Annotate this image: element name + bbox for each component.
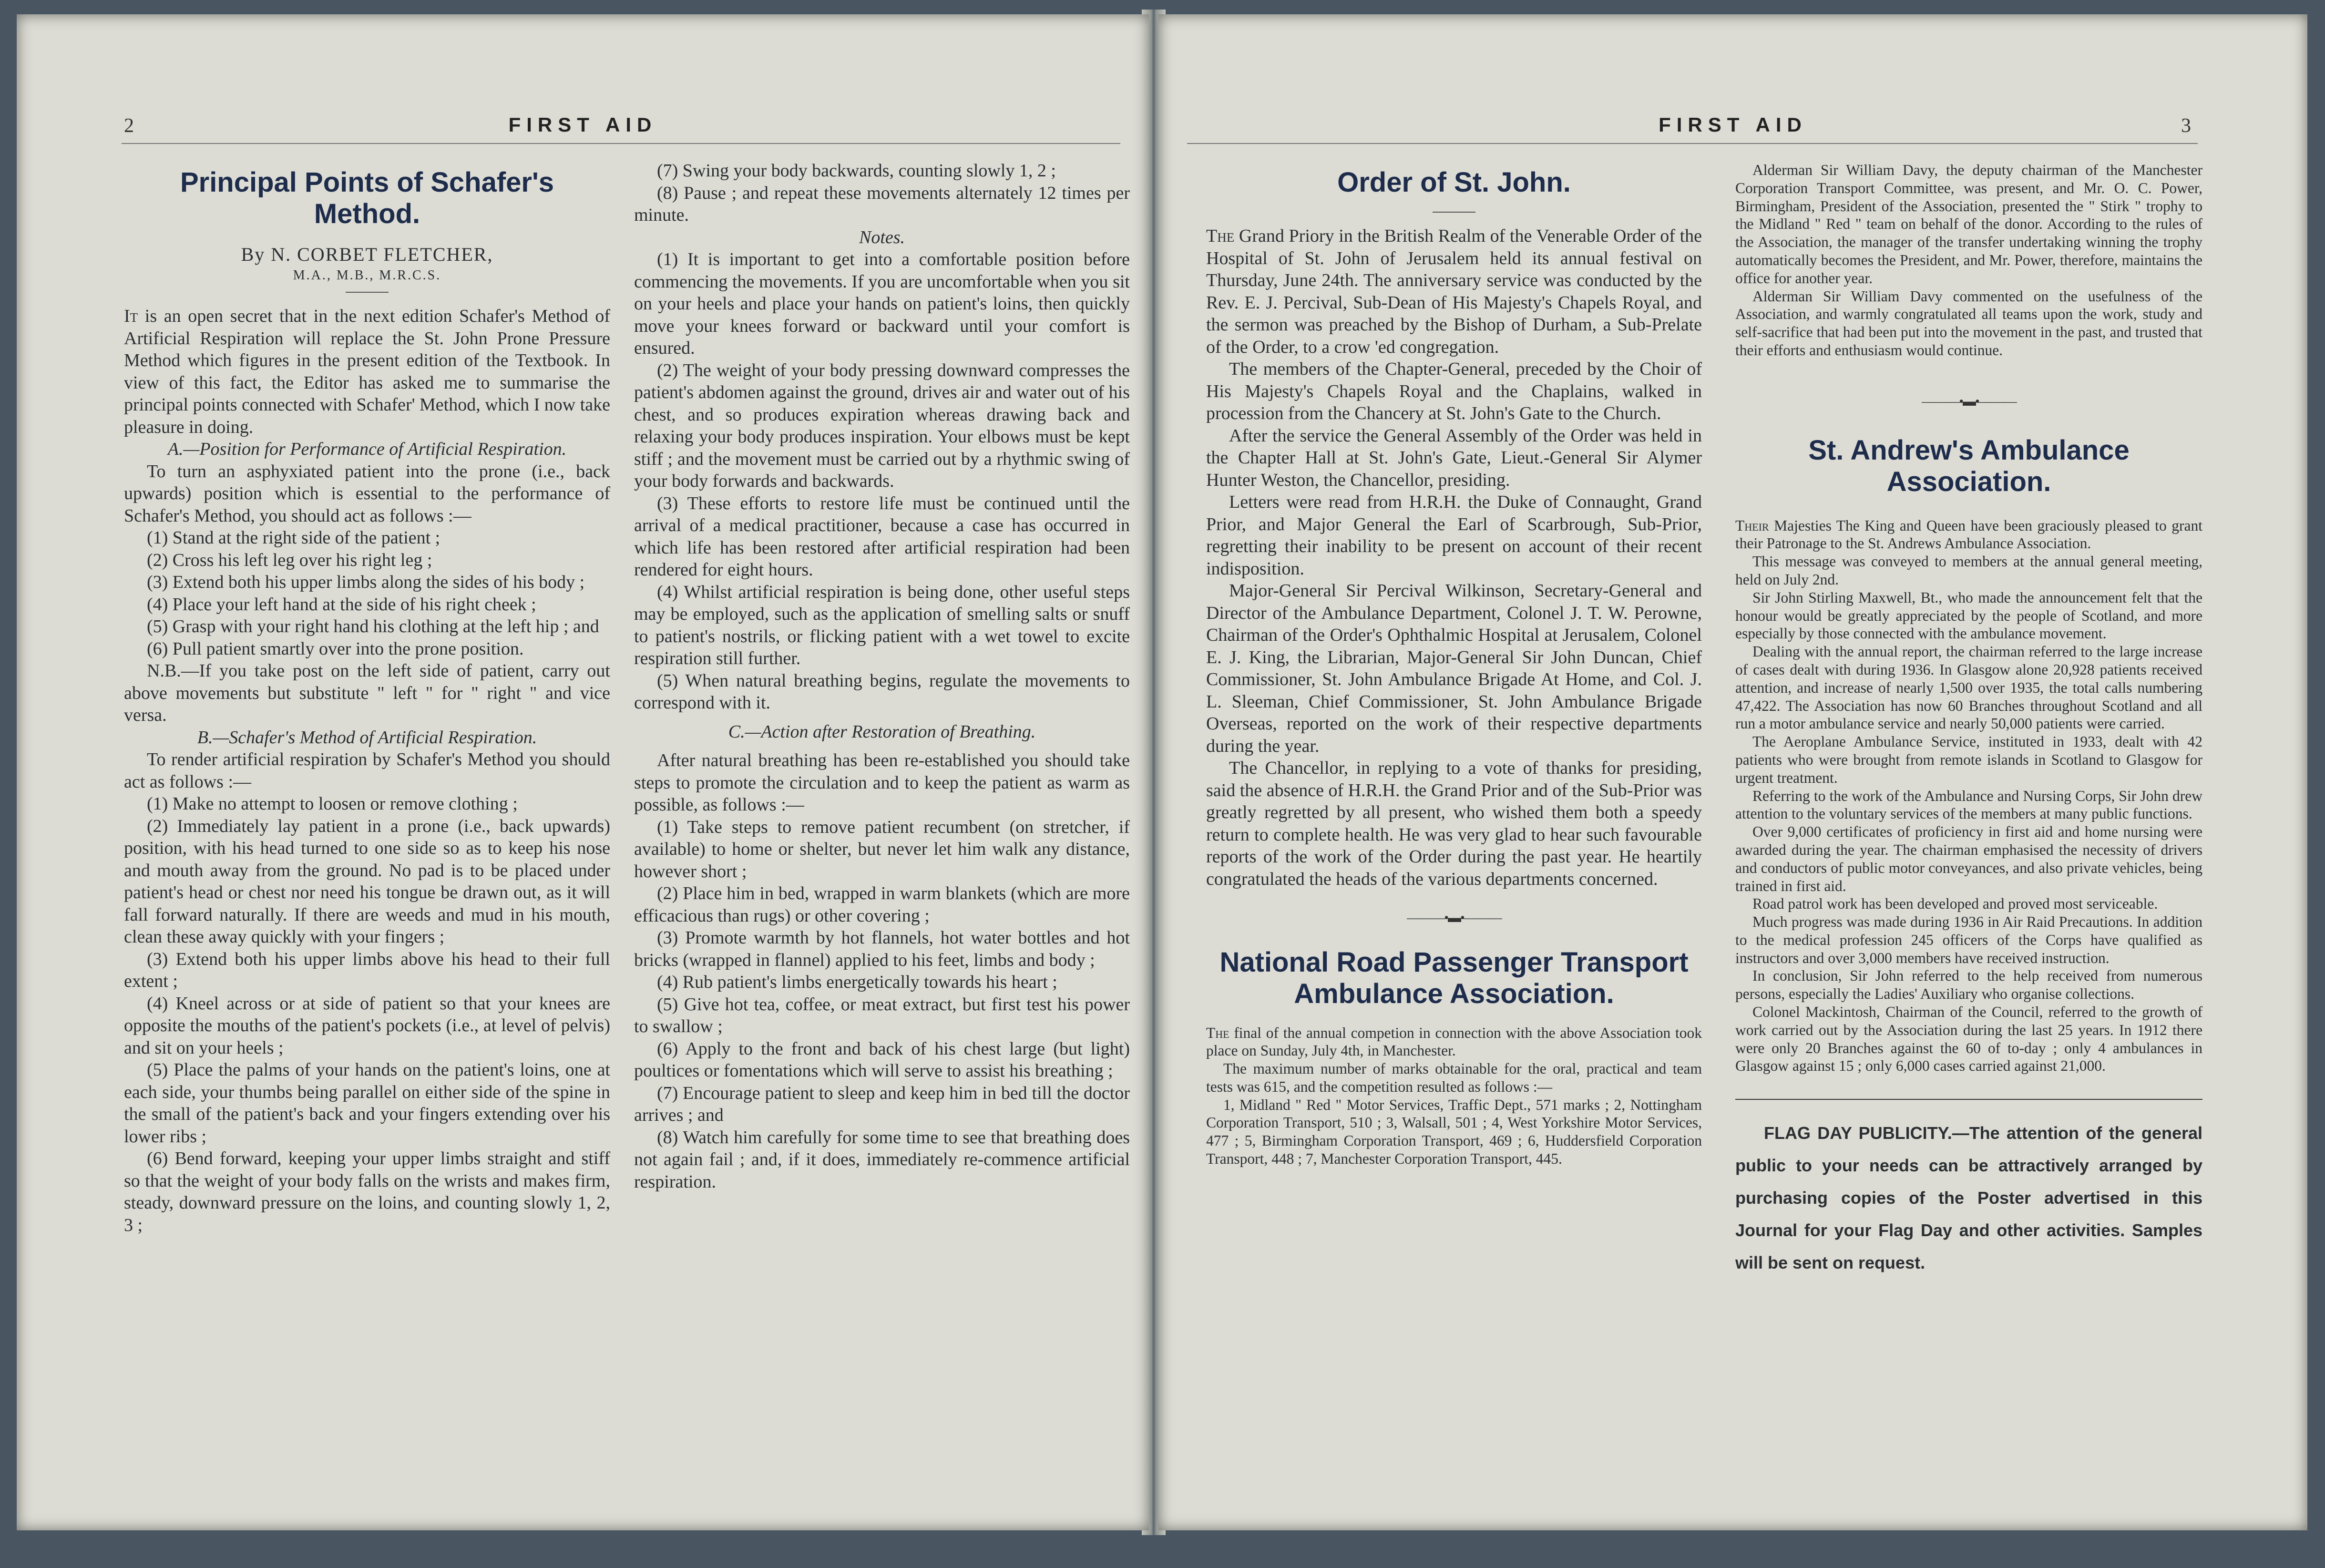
list-item: (1) Stand at the right side of the patient ; xyxy=(147,528,440,548)
article-title: Principal Points of Schafer's Method. xyxy=(180,167,554,229)
section-a-intro: To turn an asphyxiated patient into the prone (i.e., back upwards) position which is essential to the performance of Schafer's Method, you should act as follows :— xyxy=(124,461,610,526)
list-item: (6) Bend forward, keeping your upper limbs straight and stiff so that the weight of your body falls on the wrists and makes firm, steady, downward pressure on the loins, and counting slowly 1, 2, 3 ; xyxy=(124,1148,610,1235)
left-page xyxy=(17,14,1149,1530)
section-c-heading: C.—Action after Restoration of Breathing. xyxy=(728,721,1036,742)
st-andrew-paragraph: The Aeroplane Ambulance Service, instituted in 1933, dealt with 42 patients who were brought from remote islands in Scotland to Glasgow for urgent treatment. xyxy=(1735,733,2202,786)
national-road-title: National Road Passenger Transport Ambulance Association. xyxy=(1219,946,1689,1009)
title-rule xyxy=(346,292,389,293)
list-item: (4) Place your left hand at the side of his right cheek ; xyxy=(147,594,536,615)
national-road-paragraph: The final of the annual competion in connection with the above Association took place on Sunday, July 4th, in Manchester. xyxy=(1206,1024,1702,1059)
intro-paragraph: It is an open secret that in the next edition Schafer's Method of Artificial Respiration will replace the St. John Prone Pressure Method which figures in the present edition of the Textbook. In view of this fact, the Editor has asked me to summarise the principal points connected with Schafer' Method, which I now take pleasure in doing. xyxy=(124,306,610,437)
list-item: (2) Place him in bed, wrapped in warm blankets (which are more efficacious than rugs) or other covering ; xyxy=(634,883,1130,926)
schafer-column-2 xyxy=(634,160,1130,1193)
byline: By N. CORBET FLETCHER, xyxy=(241,244,493,265)
st-andrew-paragraph: Sir John Stirling Maxwell, Bt., who made the announcement felt that the honour would be greatly appreciated by the people of Scotland, and more especially by those connected with the ambulance movement. xyxy=(1735,589,2202,642)
running-head: FIRST AID xyxy=(508,113,657,136)
st-andrew-paragraph: Dealing with the annual report, the chairman referred to the large increase of cases dealt with during 1936. In Glasgow alone 20,928 patients received attention, and increase of nearly 1,500 over 1935, the total calls numbering 47,422. The Association has now 60 Branches throughout Scotland and all run a motor ambulance service and nearly 50,000 patients were carried. xyxy=(1735,643,2202,732)
right-column-2 xyxy=(1735,161,2202,1279)
note-item: (4) Whilst artificial respiration is being done, other useful steps may be employed, such as the application of smelling salts or snuff to patient's nostrils, or flicking patient with a wet towel to excite respiration still further. xyxy=(634,582,1130,668)
list-item: (8) Watch him carefully for some time to see that breathing does not again fail ; and, if it does, immediately re-commence artificial respiration. xyxy=(634,1127,1130,1192)
page-number: 3 xyxy=(2181,115,2191,137)
list-item: (2) Cross his left leg over his right leg ; xyxy=(147,550,432,570)
st-andrew-paragraph: In conclusion, Sir John referred to the help received from numerous persons, especially the Ladies' Auxiliary who organise collections. xyxy=(1735,967,2202,1003)
note-item: (5) When natural breathing begins, regulate the movements to correspond with it. xyxy=(634,670,1130,713)
title-rule xyxy=(1433,212,1475,213)
st-john-paragraph: After the service the General Assembly of the Order was held in the Chapter Hall at St. John's Gate, Lieut.-General Sir Alymer Hunter Weston, the Chancellor, presiding. xyxy=(1206,425,1702,490)
schafer-column-1 xyxy=(124,157,610,1236)
st-john-paragraph: The Grand Priory in the British Realm of the Venerable Order of the Hospital of St. John of Jerusalem held its annual festival on Thursday, June 24th. The anniversary service was conducted by the Rev. E. J. Percival, Sub-Dean of His Majesty's Chapels Royal, and the sermon was preached by the Bishop of Durham, a Sub-Prelate of the Order, to a crow 'ed congregation. xyxy=(1206,226,1702,357)
section-a-heading: A.—Position for Performance of Artificial Respiration. xyxy=(167,439,567,459)
list-item: (6) Pull patient smartly over into the prone position. xyxy=(147,638,524,659)
list-item: (5) Place the palms of your hands on the patient's loins, one at each side, your thumbs being parallel on either side of the spine in the small of the patient's back and your fingers extending over his lower ribs ; xyxy=(124,1060,610,1147)
st-andrew-paragraph: Over 9,000 certificates of proficiency in first aid and home nursing were awarded during the year. The chairman emphasised the necessity of drivers and conductors of public motor conveyances, and also private vehicles, being trained in first aid. xyxy=(1735,823,2202,894)
st-andrew-paragraph: Colonel Mackintosh, Chairman of the Council, referred to the growth of work carried out by the Association during the last 25 years. In 1912 there were only 20 Branches against the 60 of to-day ; only 4 ambulances in Glasgow against 15 ; only 6,000 cases carried against 21,000. xyxy=(1735,1004,2202,1075)
right-page xyxy=(1158,14,2307,1530)
national-road-paragraph: Alderman Sir William Davy commented on the usefulness of the Association, and warmly congratulated all teams upon the work, study and self-sacrifice that had been put into the movement in the past, and trusted that their efforts and enthusiasm would continue. xyxy=(1735,287,2202,359)
st-andrew-title: St. Andrew's Ambulance Association. xyxy=(1808,434,2130,497)
running-head: FIRST AID xyxy=(1659,113,1807,136)
list-item: (4) Rub patient's limbs energetically towards his heart ; xyxy=(657,972,1057,992)
ornament-divider: ———•▬•——— xyxy=(1922,394,2016,409)
note-item: (2) The weight of your body pressing downward compresses the patient's abdomen against the ground, drives air and water out of his chest, and so produces expiration whereas drawing back and relaxing your body produces inspiration. Your elbows must be kept stiff ; and the movement must be carried out by a rhythmic swing of your body forwards and backwards. xyxy=(634,360,1130,491)
national-road-paragraph: The maximum number of marks obtainable for the oral, practical and team tests was 615, and the competition resulted as follows :— xyxy=(1206,1060,1702,1095)
list-item: (3) Extend both his upper limbs along the sides of his body ; xyxy=(147,572,585,592)
ornament-divider: ———•▬•——— xyxy=(1407,911,1501,925)
national-road-paragraph: Alderman Sir William Davy, the deputy chairman of the Manchester Corporation Transport Committee, was present, and Mr. O. C. Power, Birmingham, President of the Association, presented the " Stirk " trophy to the Midland " Red " team on behalf of the donor. According to the rules of the Association, the manager of the transfer undertaking winning the trophy automatically becomes the President, and Mr. Power, therefore, maintains the office for another year. xyxy=(1735,162,2202,287)
flag-day-notice: FLAG DAY PUBLICITY.—The attention of the general public to your needs can be attractively arranged by purchasing copies of the Poster advertised in this Journal for your Flag Day and other activities. Samples will be sent on request. xyxy=(1735,1099,2202,1279)
list-item: (7) Encourage patient to sleep and keep him in bed till the doctor arrives ; and xyxy=(634,1083,1130,1125)
author-degrees: M.A., M.B., M.R.C.S. xyxy=(293,268,441,283)
st-john-paragraph: The Chancellor, in replying to a vote of thanks for presiding, said the absence of H.R.H. the Grand Prior and of the Sub-Prior was greatly regretted by all present, who wished them both a speedy return to complete health. He was very glad to hear such favourable reports of the work of the Order during the past year. He heartily congratulated the heads of the various departments concerned. xyxy=(1206,758,1702,889)
st-john-paragraph: Letters were read from H.R.H. the Duke of Connaught, Grand Prior, and Major General the Earl of Scarbrough, Sub-Prior, regretting their inability to be present on account of their recent indisposition. xyxy=(1206,492,1702,579)
section-c-intro: After natural breathing has been re-established you should take steps to promote the circulation and to keep the patient as warm as possible, as follows :— xyxy=(634,750,1130,815)
notes-heading: Notes. xyxy=(859,227,905,247)
list-item: (7) Swing your body backwards, counting slowly 1, 2 ; xyxy=(657,161,1056,181)
header-rule xyxy=(122,143,1120,144)
st-andrew-paragraph: Their Majesties The King and Queen have been graciously pleased to grant their Patronage to the St. Andrews Ambulance Association. xyxy=(1735,517,2203,552)
national-road-paragraph: 1, Midland " Red " Motor Services, Traffic Dept., 571 marks ; 2, Nottingham Corporation Transport, 510 ; 3, Walsall, 501 ; 4, West Yorkshire Motor Services, 477 ; 5, Birmingham Corporation Transport, 469 ; 6, Huddersfield Corporation Transport, 448 ; 7, Manchester Corporation Transport, 445. xyxy=(1206,1096,1702,1168)
st-john-title: Order of St. John. xyxy=(1337,167,1571,198)
drop-word: It xyxy=(124,306,138,326)
nb-paragraph: N.B.—If you take post on the left side of patient, carry out above movements but substitute " left " for " right " and vice versa. xyxy=(124,661,610,725)
page-number: 2 xyxy=(124,115,134,137)
note-item: (3) These efforts to restore life must be continued until the arrival of a medical practitioner, because a case has occurred in which life has been restored after artificial respiration had been rendered for eight hours. xyxy=(634,493,1130,580)
list-item: (1) Take steps to remove patient recumbent (on stretcher, if available) to home or shelter, but never let him walk any distance, however short ; xyxy=(634,817,1130,881)
header-rule xyxy=(1187,143,2198,144)
section-b-intro: To render artificial respiration by Schafer's Method you should act as follows :— xyxy=(124,749,610,792)
st-andrew-paragraph: Road patrol work has been developed and proved most serviceable. xyxy=(1752,895,2158,912)
st-andrew-paragraph: Much progress was made during 1936 in Air Raid Precautions. In addition to the medical profession 245 officers of the Corps have qualified as instructors and over 3,000 members have received instruction. xyxy=(1735,913,2202,966)
st-john-paragraph: Major-General Sir Percival Wilkinson, Secretary-General and Director of the Ambulance Department, Colonel J. T. W. Perowne, Chairman of the Order's Ophthalmic Hospital at Jerusalem, Colonel E. J. King, the Librarian, Major-General Sir John Duncan, Chief Commissioner, St. John Ambulance Brigade At Home, and Col. J. L. Sleeman, Chief Commissioner, St. John Ambulance Brigade Overseas, reported on the work of their respective departments during the year. xyxy=(1206,581,1702,756)
national-road-body xyxy=(1206,1024,1702,1168)
list-item: (1) Make no attempt to loosen or remove clothing ; xyxy=(147,794,518,814)
list-item: (3) Promote warmth by hot flannels, hot water bottles and hot bricks (wrapped in flannel) applied to his feet, limbs and body ; xyxy=(634,928,1130,970)
st-john-paragraph: The members of the Chapter-General, preceded by the Choir of His Majesty's Chapels Royal and the Chaplains, walked in procession from the Chancery at St. John's Gate to the Church. xyxy=(1206,359,1702,423)
right-column-1 xyxy=(1206,157,1702,1168)
list-item: (2) Immediately lay patient in a prone (i.e., back upwards) position, with his head turned to one side so as to keep his nose and mouth away from the ground. No pad is to be placed under patient's head or chest nor need his tongue be drawn out, as it will fall forward naturally. If there are weeds and mud in his mouth, clean these away quickly with your fingers ; xyxy=(124,816,610,947)
list-item: (5) Give hot tea, coffee, or meat extract, but first test his power to swallow ; xyxy=(634,994,1130,1036)
list-item: (8) Pause ; and repeat these movements alternately 12 times per minute. xyxy=(634,183,1130,225)
list-item: (3) Extend both his upper limbs above his head to their full extent ; xyxy=(124,949,610,991)
section-b-heading: B.—Schafer's Method of Artificial Respiration. xyxy=(197,727,537,748)
list-item: (5) Grasp with your right hand his clothing at the left hip ; and xyxy=(147,616,599,636)
st-andrew-paragraph: Referring to the work of the Ambulance and Nursing Corps, Sir John drew attention to the voluntary services of the members at many public functions. xyxy=(1735,787,2202,822)
list-item: (4) Kneel across or at side of patient so that your knees are opposite the mouths of the patient's pockets (i.e., at level of pelvis) and sit on your heels ; xyxy=(124,993,610,1058)
list-item: (6) Apply to the front and back of his chest large (but light) poultices or fomentations which will serve to assist his breathing ; xyxy=(634,1038,1130,1081)
note-item: (1) It is important to get into a comfortable position before commencing the movements. If you are uncomfortable when you sit on your heels and place your hands on patient's loins, then quickly move your knees forward or backward until your comfort is ensured. xyxy=(634,249,1130,358)
st-andrew-paragraph: This message was conveyed to members at the annual general meeting, held on July 2nd. xyxy=(1735,553,2202,588)
